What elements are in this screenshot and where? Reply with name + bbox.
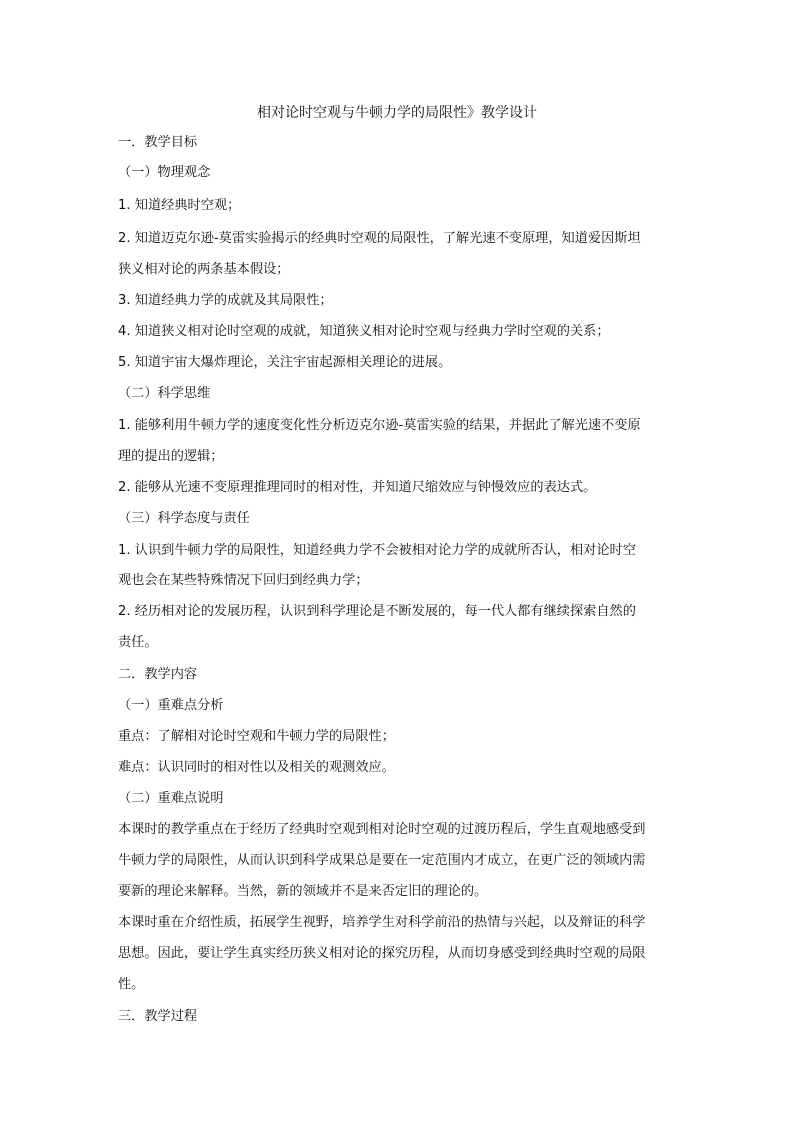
subheading-attitude-responsibility: （三）科学态度与责任 bbox=[118, 511, 250, 526]
paragraph-line: 本课时的教学重点在于经历了经典时空观到相对论时空观的过渡历程后，学生直观地感受到 bbox=[118, 822, 646, 837]
list-item: 5. 知道宇宙大爆炸理论，关注宇宙起源相关理论的进展。 bbox=[118, 355, 452, 370]
list-item-continuation: 观也会在某些特殊情况下回归到经典力学； bbox=[118, 573, 369, 588]
list-item: 2. 经历相对论的发展历程，认识到科学理论是不断发展的，每一代人都有继续探索自然的 bbox=[118, 604, 636, 619]
list-item-continuation: 理的提出的逻辑； bbox=[118, 449, 224, 464]
subheading-physics-concepts: （一）物理观念 bbox=[118, 165, 211, 180]
list-item-continuation: 狭义相对论的两条基本假设； bbox=[118, 262, 290, 277]
list-item: 4. 知道狭义相对论时空观的成就，知道狭义相对论时空观与经典力学时空观的关系； bbox=[118, 324, 610, 339]
list-item: 2. 能够从光速不变原理推理同时的相对性，并知道尺缩效应与钟慢效应的表达式。 bbox=[118, 480, 597, 495]
paragraph-line: 本课时重在介绍性质，拓展学生视野，培养学生对科学前沿的热情与兴起，以及辩证的科学 bbox=[118, 915, 646, 930]
list-item: 1. 知道经典时空观； bbox=[118, 198, 241, 213]
list-item: 3. 知道经典力学的成就及其局限性； bbox=[118, 293, 333, 308]
difficult-point-line: 难点：认识同时的相对性以及相关的观测效应。 bbox=[118, 760, 395, 775]
list-item: 1. 认识到牛顿力学的局限性，知道经典力学不会被相对论力学的成就所否认，相对论时空 bbox=[118, 543, 636, 558]
paragraph-line: 思想。因此，要让学生真实经历狭义相对论的探究历程，从而切身感受到经典时空观的局限 bbox=[118, 946, 646, 961]
section-heading-objectives: 一．教学目标 bbox=[118, 135, 198, 150]
paragraph-line: 要新的理论来解释。当然，新的领域并不是来否定旧的理论的。 bbox=[118, 884, 488, 899]
paragraph-line: 牛顿力学的局限性，从而认识到科学成果总是要在一定范围内才成立，在更广泛的领域内需 bbox=[118, 853, 646, 868]
list-item: 1. 能够利用牛顿力学的速度变化性分析迈克尔逊-莫雷实验的结果，并据此了解光速不变原 bbox=[118, 418, 641, 433]
document-title: 相对论时空观与牛顿力学的局限性》教学设计 bbox=[257, 105, 537, 121]
subheading-key-points-explanation: （二）重难点说明 bbox=[118, 791, 224, 806]
section-heading-content: 二．教学内容 bbox=[118, 667, 198, 682]
list-item: 2. 知道迈克尔逊-莫雷实验揭示的经典时空观的局限性，了解光速不变原理，知道爱因斯坦 bbox=[118, 231, 641, 246]
key-point-line: 重点：了解相对论时空观和牛顿力学的局限性； bbox=[118, 729, 395, 744]
section-heading-process: 三．教学过程 bbox=[118, 1009, 198, 1024]
paragraph-line: 性。 bbox=[118, 977, 145, 992]
subheading-key-points-analysis: （一）重难点分析 bbox=[118, 698, 224, 713]
list-item-continuation: 责任。 bbox=[118, 635, 158, 650]
subheading-scientific-thinking: （二）科学思维 bbox=[118, 386, 211, 401]
